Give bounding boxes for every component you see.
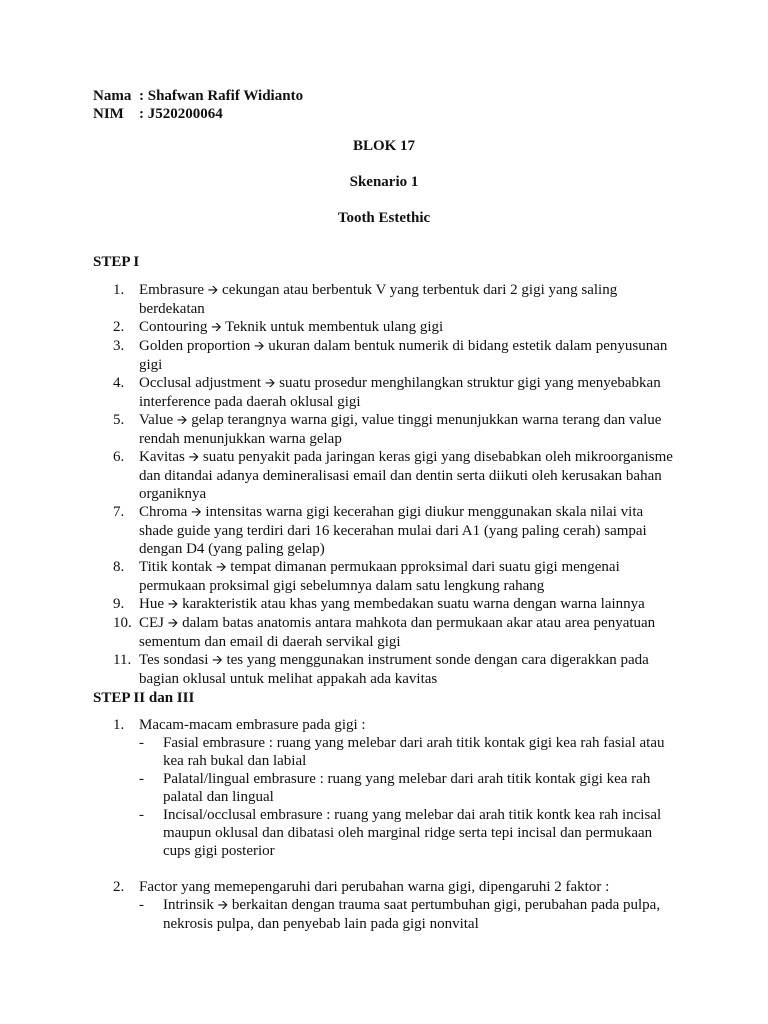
right-arrow-icon: 🡪 [264,376,276,391]
right-arrow-icon: 🡪 [188,450,200,465]
scenario-title: Skenario 1 [349,174,419,190]
sub-list-item: - Fasial embrasure : ruang yang melebar dari arah titik kontak gigi kea rah fasial atau kea rah bukal dan labial [139,735,665,769]
student-name-row [93,87,303,105]
right-arrow-icon: 🡪 [215,560,227,575]
right-arrow-icon: 🡪 [207,283,219,298]
right-arrow-icon: 🡪 [191,505,202,520]
right-arrow-icon: 🡪 [176,413,188,428]
step1-heading: STEP I [93,254,140,270]
list-item: 1. Embrasure 🡪 cekungan atau berbentuk V yang terbentuk dari 2 gigi yang saling berdekatan [113,282,618,317]
step1-list [93,281,673,688]
list-item: 2. Factor yang memepengaruhi dari perubahan warna gigi, dipengaruhi 2 faktor : [113,879,610,895]
nim-value: : J520200064 [139,106,223,122]
list-item: 3. Golden proportion 🡪 ukuran dalam bentuk numerik di bidang estetik dalam penyusunan gigi [113,338,668,373]
right-arrow-icon: 🡪 [167,616,179,631]
right-arrow-icon: 🡪 [211,320,222,335]
list-item: 11. Tes sondasi 🡪 tes yang menggunakan instrument sonde dengan cara digerakkan pada bagian oklusal untuk melihat appakah ada kavitas [113,652,649,687]
right-arrow-icon: 🡪 [217,898,229,913]
list-item: 1. Macam-macam embrasure pada gigi : [113,717,366,733]
list-item: 7. Chroma 🡪 intensitas warna gigi kecerahan gigi diukur menggunakan skala nilai vita shade guide yang terdiri dari 16 kecerahan mulai dari A1 (yang paling cerah) sampai dengan D4 (yang paling gelap) [113,504,647,557]
list-item: 9. Hue 🡪 karakteristik atau khas yang membedakan suatu warna dengan warna lainnya [113,596,645,612]
list-item: 6. Kavitas 🡪 suatu penyakit pada jaringan keras gigi yang disebabkan oleh mikroorganisme dan ditandai adanya demineralisasi email dan dentin serta diikuti oleh kerusakan bahan organiknya [113,449,673,502]
right-arrow-icon: 🡪 [253,339,265,354]
right-arrow-icon: 🡪 [212,653,223,668]
nim-label: NIM [93,106,124,122]
name-value: : Shafwan Rafif Widianto [139,88,304,104]
list-item: 2. Contouring 🡪 Teknik untuk membentuk ulang gigi [113,319,444,335]
sub-list-item: - Palatal/lingual embrasure : ruang yang melebar dari arah titik kontak gigi kea rah palatal dan lingual [139,771,651,805]
step2-heading: STEP II dan III [93,690,195,706]
list-item: 5. Value 🡪 gelap terangnya warna gigi, value tinggi menunjukkan warna terang dan value rendah menunjukkan warna gelap [113,412,662,447]
topic-title: Tooth Estethic [337,210,431,226]
step2-list [93,716,673,933]
sub-list-item: - Incisal/occlusal embrasure : ruang yang melebar dai arah titik kontk kea rah incisal maupun oklusal dan dibatasi oleh marginal ridge serta tepi incisal dan permukaan cups gigi posterior [139,807,662,859]
block-title: BLOK 17 [352,138,416,154]
list-item: 4. Occlusal adjustment 🡪 suatu prosedur menghilangkan struktur gigi yang menyebabkan interference pada daerah oklusal gigi [113,375,661,410]
right-arrow-icon: 🡪 [167,597,179,612]
name-label: Nama [93,88,132,104]
list-item: 8. Titik kontak 🡪 tempat dimanan permukaan pproksimal dari suatu gigi mengenai permukaan proksimal gigi sebelumnya dalam satu lengkung rahang [113,559,620,594]
student-id-row [93,105,223,123]
sub-list-item: - Intrinsik 🡪 berkaitan dengan trauma saat pertumbuhan gigi, perubahan pada pulpa, nekrosis pulpa, dan penyebab lain pada gigi nonvital [139,897,661,932]
list-item: 10. CEJ 🡪 dalam batas anatomis antara mahkota dan permukaan akar atau area penyatuan sementum dan email di daerah servikal gigi [113,615,656,650]
